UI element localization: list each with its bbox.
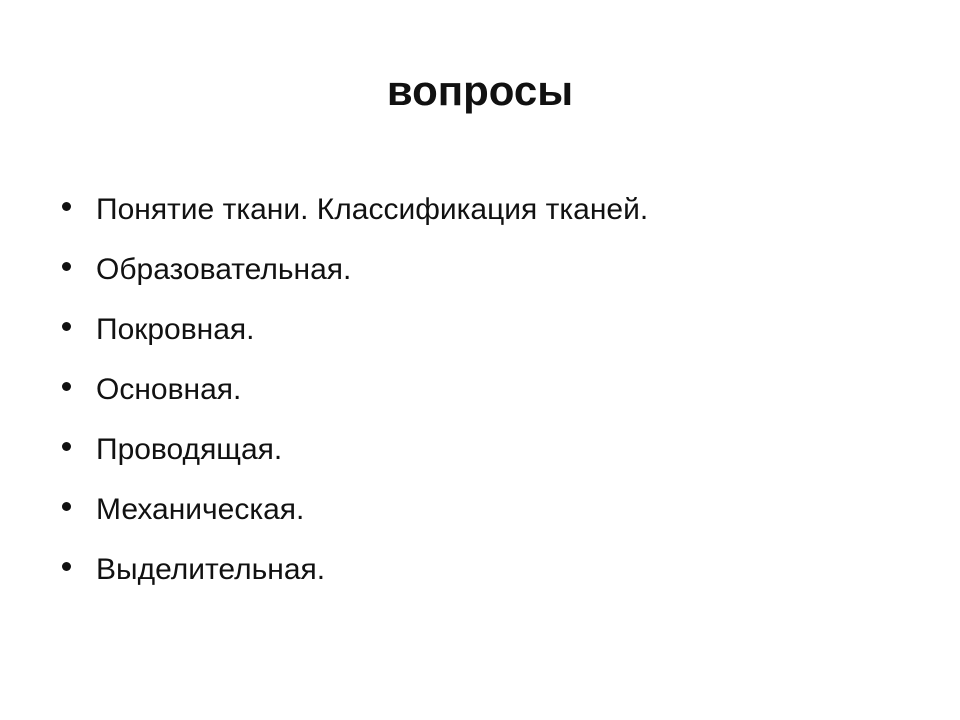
bullet-text: Механическая. — [96, 493, 305, 526]
bullet-item-covering — [60, 300, 648, 360]
bullet-list — [60, 180, 648, 600]
bullet-item-basic — [60, 360, 648, 420]
bullet-text: Образовательная. — [96, 253, 352, 286]
bullet-text: Основная. — [96, 373, 242, 406]
slide-title: вопросы — [386, 67, 574, 114]
bullet-icon — [62, 382, 71, 391]
bullet-item-mechanical — [60, 480, 648, 540]
bullet-item-excretory — [60, 540, 648, 600]
bullet-text: Покровная. — [96, 313, 255, 346]
bullet-item-tissue-concept — [60, 180, 648, 240]
bullet-icon — [62, 202, 71, 211]
bullet-text: Проводящая. — [96, 433, 283, 466]
bullet-icon — [62, 502, 71, 511]
bullet-item-conducting — [60, 420, 648, 480]
bullet-icon — [62, 442, 71, 451]
bullet-icon — [62, 562, 71, 571]
bullet-text: Выделительная. — [96, 553, 326, 586]
bullet-icon — [62, 262, 71, 271]
bullet-text: Понятие ткани. Классификация тканей. — [96, 193, 649, 226]
bullet-icon — [62, 322, 71, 331]
bullet-item-educational — [60, 240, 648, 300]
